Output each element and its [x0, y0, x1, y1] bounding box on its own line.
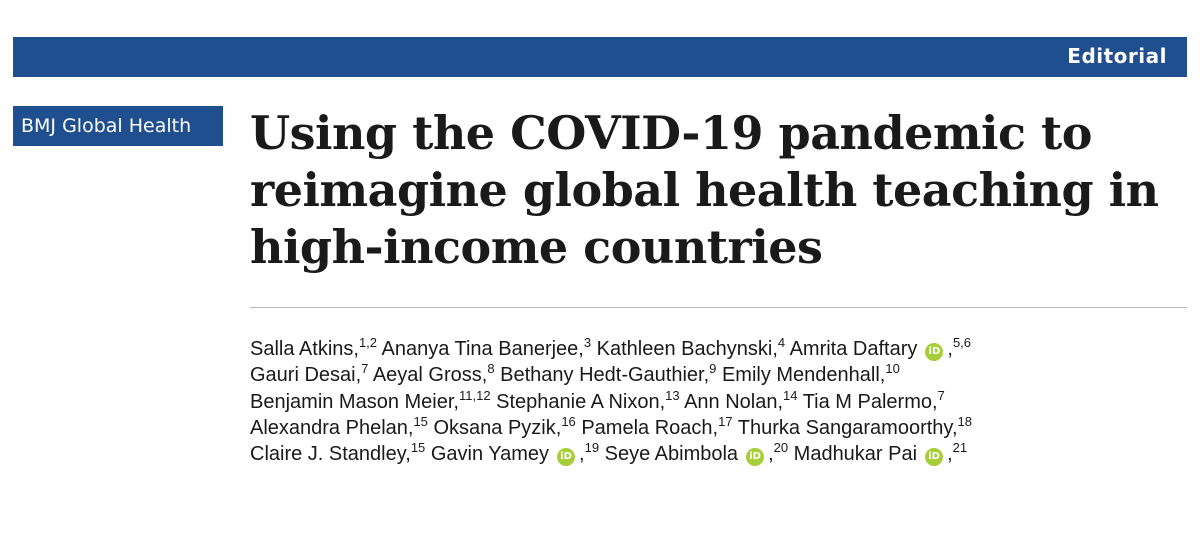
- author-name: Aeyal Gross,: [372, 364, 488, 387]
- affiliation-number: 18: [957, 413, 972, 429]
- author-name: Madhukar Pai: [793, 443, 918, 466]
- orcid-icon[interactable]: iD: [925, 343, 943, 361]
- affiliation-number: 7: [361, 361, 369, 377]
- author-line: Claire J. Standley,$^{15}$ Gavin Yamey iD ,$^{19}$ Seye Abimbola iD ,$^{20}$ Madhukar Pai iD ,$^{21}$: [250, 440, 968, 466]
- affiliation-number: 20: [773, 440, 789, 456]
- journal-badge: [13, 106, 223, 146]
- author-name: Pamela Roach,: [581, 416, 719, 439]
- author-line: [250, 389, 1190, 415]
- affiliation-number: 5,6: [952, 335, 972, 350]
- author-name: Tia M Palermo,: [802, 390, 938, 413]
- author-name: Stephanie A Nixon,: [496, 390, 666, 413]
- affiliation-number: 15: [410, 440, 426, 456]
- affiliation-number: 17: [718, 413, 733, 429]
- affiliation-number: 7: [937, 387, 945, 403]
- affiliation-number: 10: [885, 361, 900, 377]
- author-line: [250, 415, 1190, 441]
- orcid-icon[interactable]: iD: [925, 448, 943, 466]
- top-bar: [13, 37, 1187, 77]
- affiliation-number: 1,2: [358, 335, 378, 350]
- section-label: Editorial: [1067, 44, 1167, 68]
- affiliation-number: 3: [583, 335, 592, 350]
- affiliation-number: 4: [777, 335, 786, 350]
- affiliation-number: 9: [709, 361, 717, 377]
- affiliation-number: 13: [665, 387, 680, 403]
- author-name: Salla Atkins,: [250, 338, 359, 360]
- author-name: Benjamin Mason Meier,: [250, 390, 459, 413]
- affiliation-number: 8: [487, 361, 495, 377]
- author-line: [250, 362, 1190, 388]
- journal-name: BMJ Global Health: [21, 115, 192, 137]
- author-list: [250, 336, 1190, 467]
- affiliation-number: 11,12: [458, 387, 491, 403]
- author-name: Amrita Daftary: [789, 338, 918, 360]
- author-name: Thurka Sangaramoorthy,: [737, 416, 958, 439]
- affiliation-number: 19: [584, 440, 600, 456]
- author-name: Ann Nolan,: [684, 390, 784, 413]
- author-line: Salla Atkins,$^{1,2}$ Ananya Tina Banerjee,$^3$ Kathleen Bachynski,$^4$ Amrita Daftary iD ,$^{5,6}$: [250, 335, 972, 360]
- author-name: Bethany Hedt-Gauthier,: [500, 364, 710, 387]
- affiliation-number: 21: [952, 440, 968, 456]
- orcid-icon[interactable]: iD: [746, 448, 764, 466]
- affiliation-number: 16: [561, 413, 576, 429]
- author-name: Ananya Tina Banerjee,: [381, 338, 584, 360]
- title-line: reimagine global health teaching in: [250, 163, 1159, 217]
- author-name: Claire J. Standley,: [250, 443, 411, 466]
- article-title: [250, 105, 1170, 276]
- author-name: Oksana Pyzik,: [433, 416, 562, 439]
- author-name: Gauri Desai,: [250, 364, 362, 387]
- author-name: Kathleen Bachynski,: [596, 338, 778, 360]
- author-name: Gavin Yamey: [430, 443, 550, 466]
- orcid-icon[interactable]: iD: [557, 448, 575, 466]
- title-line: Using the COVID-19 pandemic to: [250, 106, 1092, 160]
- author-name: Alexandra Phelan,: [250, 416, 414, 439]
- affiliation-number: 14: [783, 387, 798, 403]
- author-name: Emily Mendenhall,: [721, 364, 886, 387]
- title-divider: [250, 307, 1187, 308]
- author-name: Seye Abimbola: [604, 443, 739, 466]
- title-line: high-income countries: [250, 220, 823, 274]
- affiliation-number: 15: [413, 413, 428, 429]
